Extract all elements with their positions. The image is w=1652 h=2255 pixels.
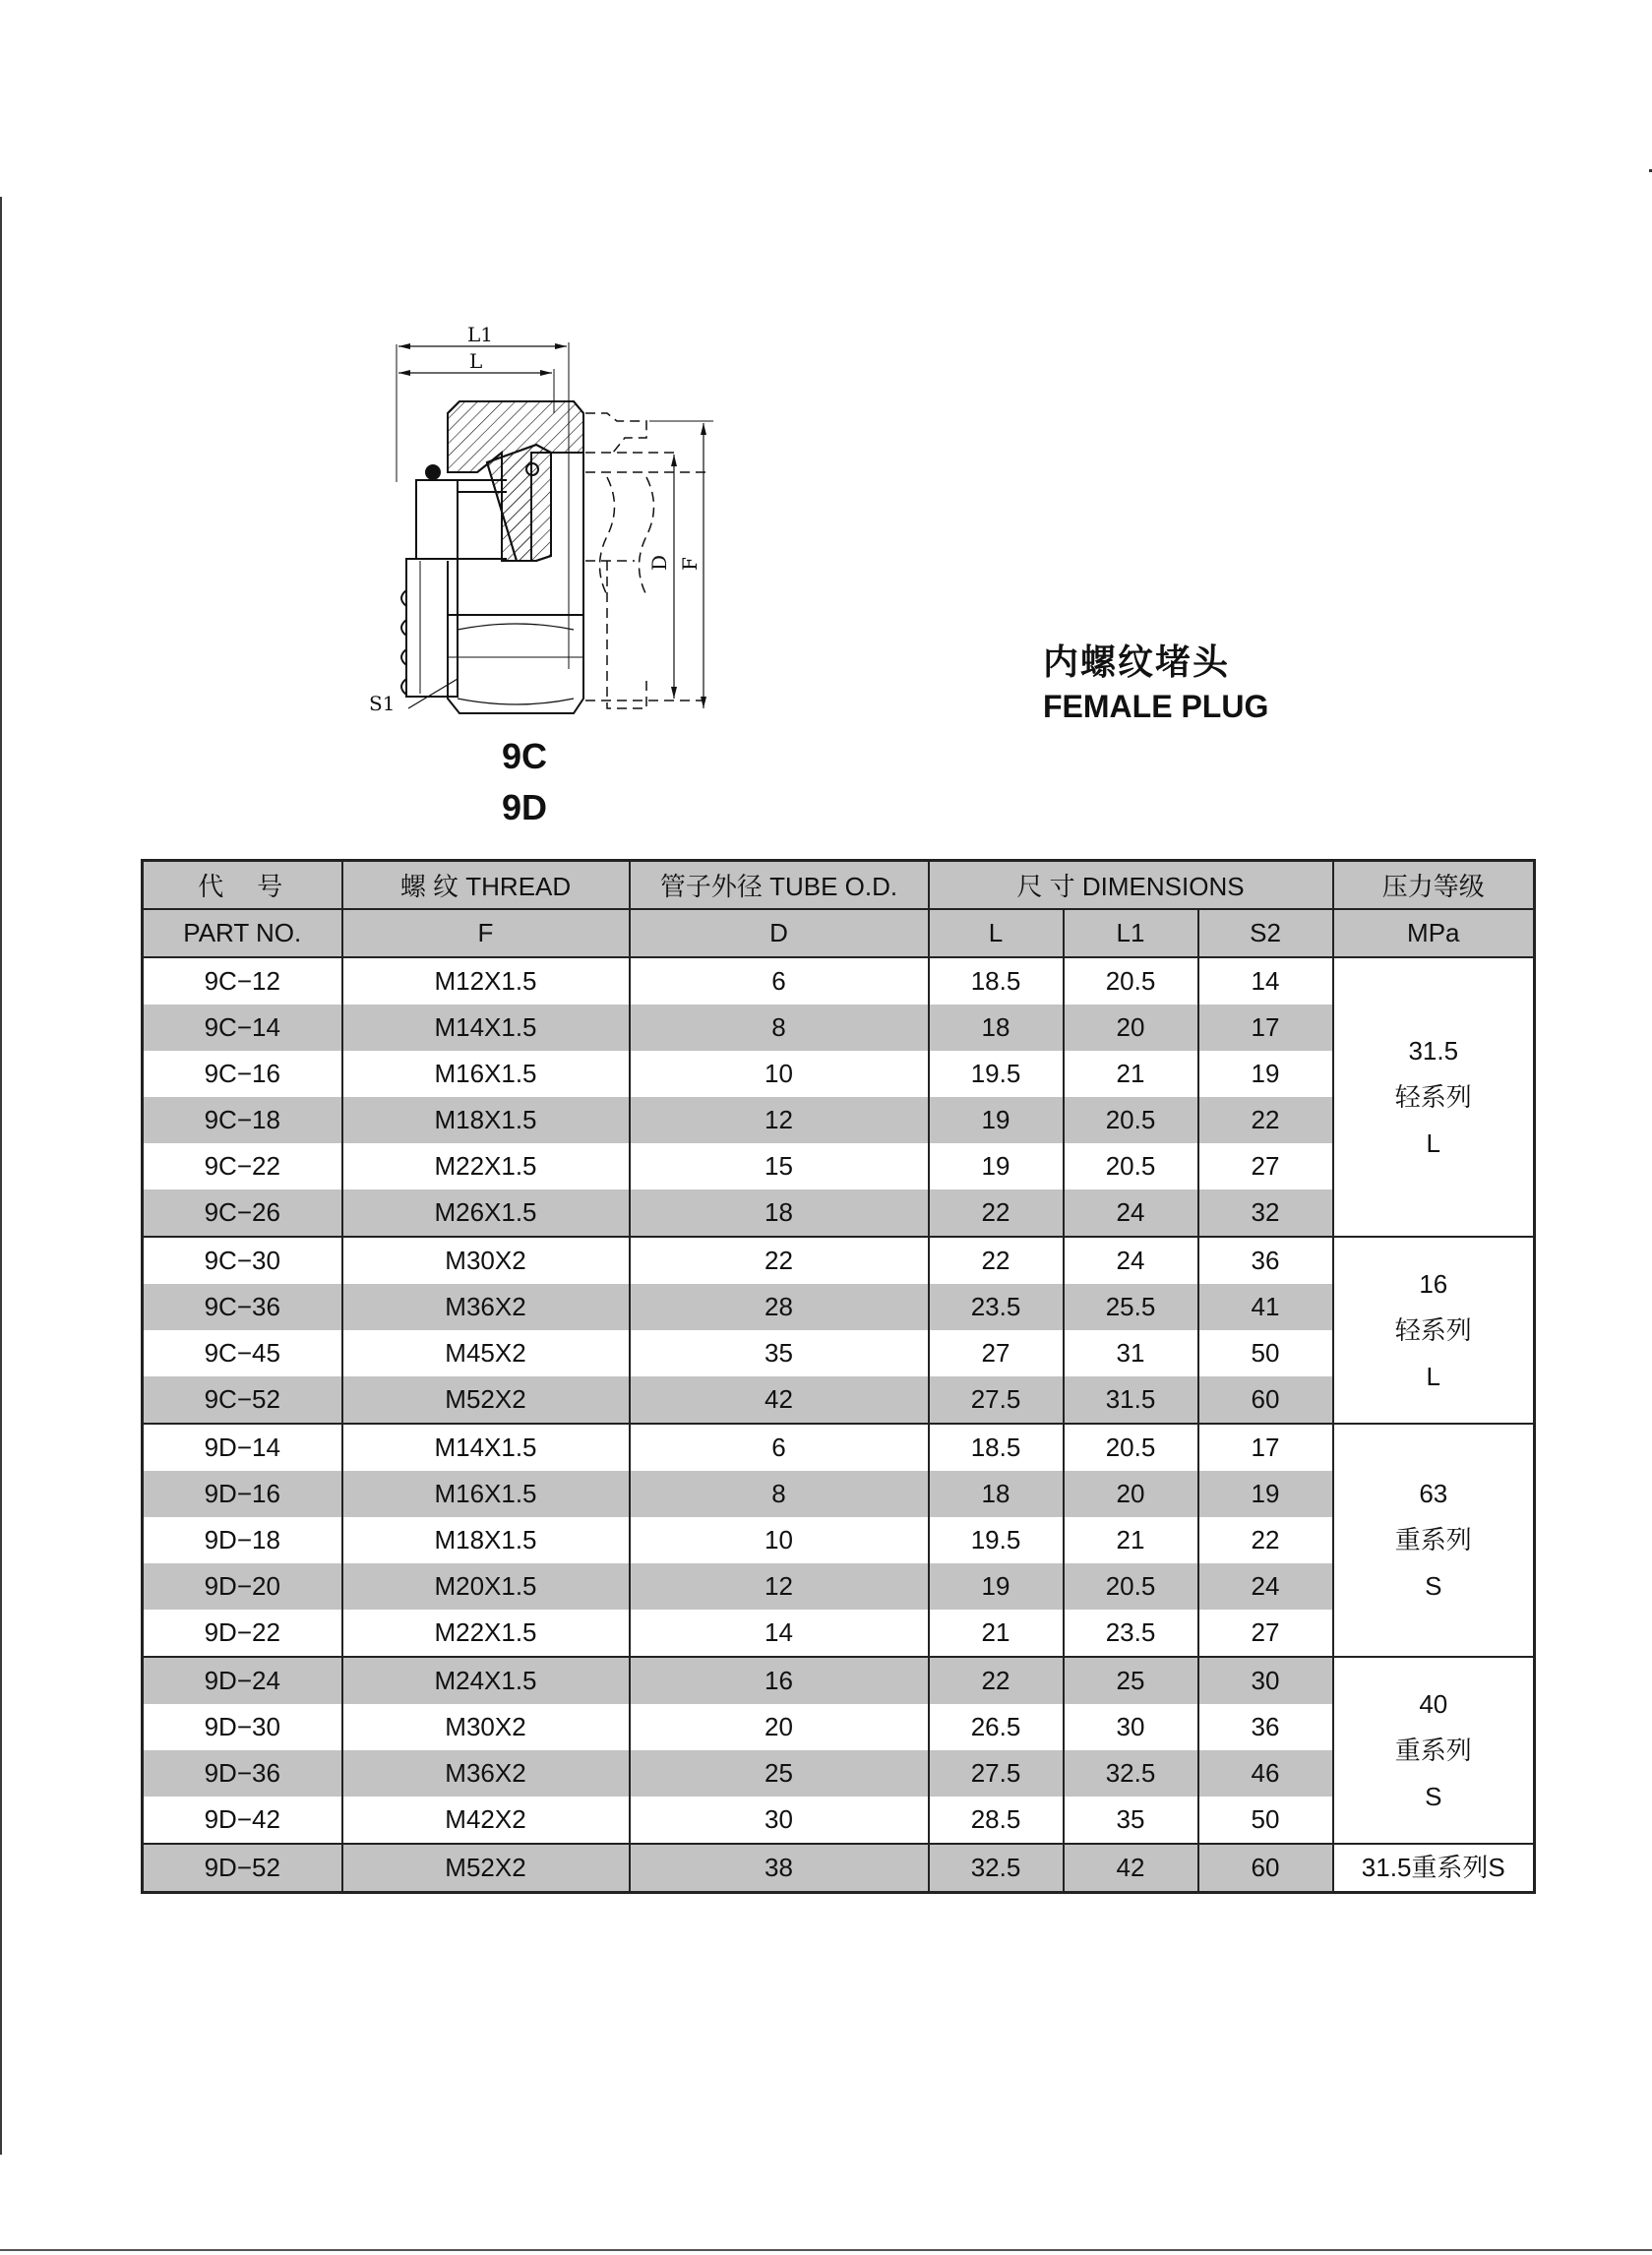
pressure-grade-line: 重系列 bbox=[1394, 1735, 1472, 1765]
dim-label-l: L bbox=[469, 349, 483, 373]
header-dimensions: 尺 寸 DIMENSIONS bbox=[929, 861, 1333, 910]
cell-thread: M26X1.5 bbox=[342, 1189, 630, 1237]
pressure-grade-line: 31.5 bbox=[1408, 1035, 1459, 1066]
cell-part-no: 9D−18 bbox=[143, 1517, 342, 1563]
cell-thread: M22X1.5 bbox=[342, 1610, 630, 1657]
cell-dim-l1: 21 bbox=[1064, 1051, 1198, 1097]
cell-thread: M20X1.5 bbox=[342, 1563, 630, 1610]
pressure-grade-line: 31.5重系列S bbox=[1361, 1853, 1505, 1882]
header-thread-sub: F bbox=[342, 909, 630, 957]
cell-tube-od: 12 bbox=[630, 1563, 929, 1610]
cell-thread: M52X2 bbox=[342, 1376, 630, 1424]
cell-dim-l: 19 bbox=[929, 1563, 1064, 1610]
cell-part-no: 9D−16 bbox=[143, 1471, 342, 1517]
spec-table bbox=[141, 859, 1536, 1894]
cell-dim-l1: 30 bbox=[1064, 1704, 1198, 1750]
cell-dim-l1: 42 bbox=[1064, 1844, 1198, 1893]
dim-label-f: F bbox=[678, 557, 702, 571]
cell-dim-l: 19.5 bbox=[929, 1517, 1064, 1563]
table-row bbox=[143, 1189, 1535, 1237]
pressure-grade-line: 轻系列 bbox=[1394, 1081, 1472, 1112]
cell-dim-s2: 50 bbox=[1198, 1330, 1333, 1376]
cell-dim-s2: 19 bbox=[1198, 1051, 1333, 1097]
cell-thread: M24X1.5 bbox=[342, 1657, 630, 1704]
cell-dim-l: 22 bbox=[929, 1189, 1064, 1237]
cell-tube-od: 6 bbox=[630, 957, 929, 1005]
cell-part-no: 9C−16 bbox=[143, 1051, 342, 1097]
cell-dim-s2: 24 bbox=[1198, 1563, 1333, 1610]
cell-part-no: 9C−18 bbox=[143, 1097, 342, 1143]
cell-dim-l1: 20.5 bbox=[1064, 957, 1198, 1005]
cell-part-no: 9C−12 bbox=[143, 957, 342, 1005]
table-row bbox=[143, 1563, 1535, 1610]
cell-dim-l: 23.5 bbox=[929, 1284, 1064, 1330]
cell-dim-l: 21 bbox=[929, 1610, 1064, 1657]
cell-thread: M16X1.5 bbox=[342, 1471, 630, 1517]
cell-thread: M30X2 bbox=[342, 1237, 630, 1284]
cell-dim-l1: 23.5 bbox=[1064, 1610, 1198, 1657]
cell-part-no: 9D−30 bbox=[143, 1704, 342, 1750]
cell-tube-od: 35 bbox=[630, 1330, 929, 1376]
table-row bbox=[143, 1844, 1535, 1893]
cell-dim-s2: 46 bbox=[1198, 1750, 1333, 1797]
table-row bbox=[143, 1237, 1535, 1284]
header-dim-l: L bbox=[929, 909, 1064, 957]
cell-part-no: 9D−42 bbox=[143, 1797, 342, 1844]
cell-tube-od: 12 bbox=[630, 1097, 929, 1143]
cell-tube-od: 38 bbox=[630, 1844, 929, 1893]
cell-thread: M12X1.5 bbox=[342, 957, 630, 1005]
cell-dim-l: 22 bbox=[929, 1657, 1064, 1704]
dim-label-d: D bbox=[647, 554, 671, 571]
cell-dim-s2: 60 bbox=[1198, 1376, 1333, 1424]
pressure-grade bbox=[1333, 957, 1535, 1237]
pressure-grade-line: L bbox=[1426, 1128, 1441, 1158]
pressure-grade-line: 40 bbox=[1419, 1688, 1448, 1719]
cell-dim-s2: 22 bbox=[1198, 1097, 1333, 1143]
cell-tube-od: 16 bbox=[630, 1657, 929, 1704]
cell-dim-s2: 36 bbox=[1198, 1237, 1333, 1284]
cell-part-no: 9C−26 bbox=[143, 1189, 342, 1237]
pressure-grade bbox=[1333, 1844, 1535, 1893]
table-row bbox=[143, 1143, 1535, 1189]
cell-dim-l1: 31.5 bbox=[1064, 1376, 1198, 1424]
cell-thread: M36X2 bbox=[342, 1284, 630, 1330]
page-left-edge bbox=[0, 197, 2, 2155]
header-dim-s2: S2 bbox=[1198, 909, 1333, 957]
cell-dim-l: 28.5 bbox=[929, 1797, 1064, 1844]
cell-part-no: 9D−22 bbox=[143, 1610, 342, 1657]
cell-dim-s2: 50 bbox=[1198, 1797, 1333, 1844]
header-part-cn: 代 号 bbox=[143, 861, 342, 910]
cell-dim-l1: 32.5 bbox=[1064, 1750, 1198, 1797]
cell-thread: M45X2 bbox=[342, 1330, 630, 1376]
cell-dim-l: 19 bbox=[929, 1143, 1064, 1189]
pressure-grade bbox=[1333, 1657, 1535, 1844]
cell-tube-od: 20 bbox=[630, 1704, 929, 1750]
table-row bbox=[143, 957, 1535, 1005]
pressure-grade-line: L bbox=[1426, 1361, 1441, 1391]
cell-dim-s2: 60 bbox=[1198, 1844, 1333, 1893]
header-tube: 管子外径 TUBE O.D. bbox=[630, 861, 929, 910]
table-row bbox=[143, 1610, 1535, 1657]
cell-dim-l: 18 bbox=[929, 1005, 1064, 1051]
cell-dim-s2: 14 bbox=[1198, 957, 1333, 1005]
cell-dim-l1: 25.5 bbox=[1064, 1284, 1198, 1330]
pressure-grade bbox=[1333, 1424, 1535, 1657]
dim-label-l1: L1 bbox=[467, 323, 494, 346]
pressure-grade-line: S bbox=[1425, 1781, 1442, 1811]
header-part-en: PART NO. bbox=[143, 909, 342, 957]
cell-dim-l: 19.5 bbox=[929, 1051, 1064, 1097]
cell-part-no: 9C−36 bbox=[143, 1284, 342, 1330]
cell-tube-od: 18 bbox=[630, 1189, 929, 1237]
cell-part-no: 9D−20 bbox=[143, 1563, 342, 1610]
table-row bbox=[143, 1517, 1535, 1563]
cell-tube-od: 30 bbox=[630, 1797, 929, 1844]
female-plug-drawing bbox=[369, 315, 763, 718]
cell-dim-l1: 20 bbox=[1064, 1471, 1198, 1517]
cell-dim-s2: 36 bbox=[1198, 1704, 1333, 1750]
header-dim-l1: L1 bbox=[1064, 909, 1198, 957]
header-thread: 螺 纹 THREAD bbox=[342, 861, 630, 910]
cell-dim-s2: 19 bbox=[1198, 1471, 1333, 1517]
cell-tube-od: 15 bbox=[630, 1143, 929, 1189]
cell-dim-l1: 35 bbox=[1064, 1797, 1198, 1844]
header-pressure-cn: 压力等级 bbox=[1333, 861, 1535, 910]
cell-dim-s2: 22 bbox=[1198, 1517, 1333, 1563]
table-row bbox=[143, 1657, 1535, 1704]
cell-part-no: 9D−14 bbox=[143, 1424, 342, 1471]
table-row bbox=[143, 1797, 1535, 1844]
table-row bbox=[143, 1376, 1535, 1424]
cell-part-no: 9C−52 bbox=[143, 1376, 342, 1424]
cell-tube-od: 42 bbox=[630, 1376, 929, 1424]
cell-dim-s2: 17 bbox=[1198, 1424, 1333, 1471]
cell-dim-l1: 31 bbox=[1064, 1330, 1198, 1376]
cell-dim-l1: 24 bbox=[1064, 1237, 1198, 1284]
cell-thread: M22X1.5 bbox=[342, 1143, 630, 1189]
cell-thread: M18X1.5 bbox=[342, 1097, 630, 1143]
pressure-grade-line: 重系列 bbox=[1394, 1525, 1472, 1554]
cell-tube-od: 10 bbox=[630, 1051, 929, 1097]
cell-dim-l: 19 bbox=[929, 1097, 1064, 1143]
cell-dim-l1: 20.5 bbox=[1064, 1097, 1198, 1143]
cell-dim-l1: 20.5 bbox=[1064, 1563, 1198, 1610]
cell-dim-l: 32.5 bbox=[929, 1844, 1064, 1893]
cell-dim-l: 27.5 bbox=[929, 1376, 1064, 1424]
table-row bbox=[143, 1750, 1535, 1797]
cell-part-no: 9D−52 bbox=[143, 1844, 342, 1893]
spec-table-body bbox=[143, 957, 1535, 1893]
dim-label-s1: S1 bbox=[369, 692, 396, 715]
cell-dim-l: 22 bbox=[929, 1237, 1064, 1284]
table-row bbox=[143, 1330, 1535, 1376]
header-pressure-en: MPa bbox=[1333, 909, 1535, 957]
cell-tube-od: 8 bbox=[630, 1471, 929, 1517]
cell-tube-od: 8 bbox=[630, 1005, 929, 1051]
pressure-grade-line: 63 bbox=[1419, 1479, 1448, 1508]
cell-tube-od: 22 bbox=[630, 1237, 929, 1284]
title-english: FEMALE PLUG bbox=[1043, 689, 1269, 724]
cell-part-no: 9D−24 bbox=[143, 1657, 342, 1704]
cell-dim-l: 18.5 bbox=[929, 957, 1064, 1005]
cell-part-no: 9C−45 bbox=[143, 1330, 342, 1376]
table-row bbox=[143, 1471, 1535, 1517]
pressure-grade-line: 16 bbox=[1419, 1268, 1448, 1299]
cell-dim-l: 18 bbox=[929, 1471, 1064, 1517]
table-row bbox=[143, 1704, 1535, 1750]
cell-tube-od: 10 bbox=[630, 1517, 929, 1563]
cell-dim-l1: 24 bbox=[1064, 1189, 1198, 1237]
title-chinese: 内螺纹堵头 bbox=[1043, 642, 1231, 683]
table-row bbox=[143, 1284, 1535, 1330]
cell-dim-l1: 20 bbox=[1064, 1005, 1198, 1051]
cell-dim-l: 26.5 bbox=[929, 1704, 1064, 1750]
cell-dim-l1: 21 bbox=[1064, 1517, 1198, 1563]
cell-dim-s2: 30 bbox=[1198, 1657, 1333, 1704]
cell-thread: M42X2 bbox=[342, 1797, 630, 1844]
pressure-grade-line: 轻系列 bbox=[1394, 1314, 1472, 1345]
cell-part-no: 9D−36 bbox=[143, 1750, 342, 1797]
cell-dim-l1: 20.5 bbox=[1064, 1424, 1198, 1471]
table-row bbox=[143, 1097, 1535, 1143]
cell-dim-l: 27 bbox=[929, 1330, 1064, 1376]
cell-tube-od: 28 bbox=[630, 1284, 929, 1330]
cell-dim-s2: 32 bbox=[1198, 1189, 1333, 1237]
pressure-grade-line: S bbox=[1425, 1571, 1442, 1601]
cell-tube-od: 14 bbox=[630, 1610, 929, 1657]
cell-tube-od: 6 bbox=[630, 1424, 929, 1471]
cell-part-no: 9C−22 bbox=[143, 1143, 342, 1189]
cell-dim-s2: 27 bbox=[1198, 1143, 1333, 1189]
cell-thread: M52X2 bbox=[342, 1844, 630, 1893]
cell-part-no: 9C−30 bbox=[143, 1237, 342, 1284]
cell-thread: M16X1.5 bbox=[342, 1051, 630, 1097]
cell-dim-s2: 41 bbox=[1198, 1284, 1333, 1330]
cell-dim-l1: 25 bbox=[1064, 1657, 1198, 1704]
cell-thread: M14X1.5 bbox=[342, 1424, 630, 1471]
cell-dim-s2: 17 bbox=[1198, 1005, 1333, 1051]
header-tube-sub: D bbox=[630, 909, 929, 957]
table-row bbox=[143, 1424, 1535, 1471]
table-row bbox=[143, 1005, 1535, 1051]
cell-part-no: 9C−14 bbox=[143, 1005, 342, 1051]
cell-dim-l1: 20.5 bbox=[1064, 1143, 1198, 1189]
cell-thread: M18X1.5 bbox=[342, 1517, 630, 1563]
cell-tube-od: 25 bbox=[630, 1750, 929, 1797]
model-9d: 9D bbox=[502, 787, 548, 827]
cell-dim-s2: 27 bbox=[1198, 1610, 1333, 1657]
page-bottom-edge bbox=[0, 2249, 1652, 2251]
cell-dim-l: 27.5 bbox=[929, 1750, 1064, 1797]
cell-thread: M30X2 bbox=[342, 1704, 630, 1750]
table-row bbox=[143, 1051, 1535, 1097]
cell-thread: M36X2 bbox=[342, 1750, 630, 1797]
cell-dim-l: 18.5 bbox=[929, 1424, 1064, 1471]
pressure-grade bbox=[1333, 1237, 1535, 1424]
cell-thread: M14X1.5 bbox=[342, 1005, 630, 1051]
model-9c: 9C bbox=[502, 736, 548, 776]
